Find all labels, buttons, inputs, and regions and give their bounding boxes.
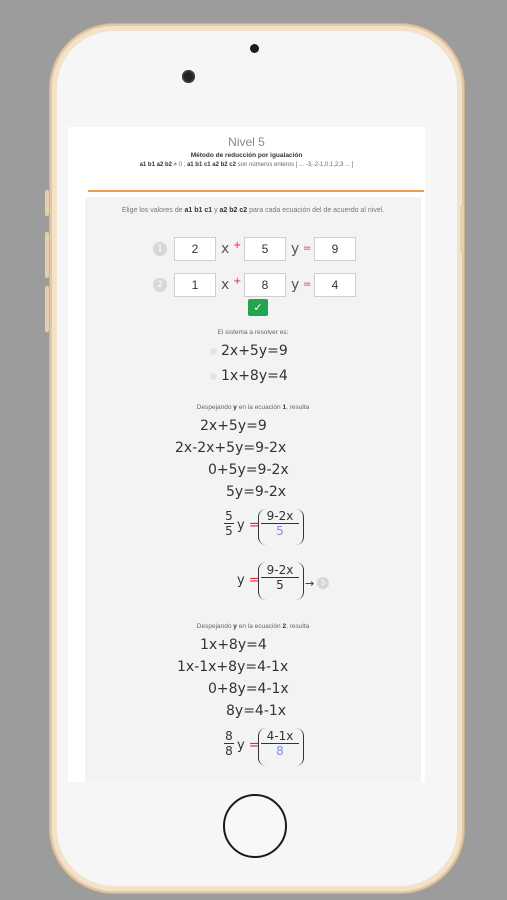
system-eq1-text: 2x+5y=9 xyxy=(221,343,288,359)
step1-coef-num: 5 xyxy=(225,509,233,523)
step1-result-eq: = xyxy=(248,573,260,588)
step1-rhs-frac xyxy=(261,509,299,538)
eq2-plus: + xyxy=(233,276,242,287)
step2-line3: 0+8y=4-1x xyxy=(208,681,289,697)
step2-rhs-frac xyxy=(261,729,299,758)
eq1-plus: + xyxy=(233,240,242,251)
instr-vars1: a1 b1 c1 xyxy=(184,207,213,214)
step1-caption xyxy=(85,404,421,411)
method-title: Método de reducción por igualación xyxy=(190,152,303,159)
params-vars2: a1 b1 c1 a2 b2 c2 xyxy=(186,162,236,168)
eq1-a-input[interactable]: 2 xyxy=(174,237,216,261)
system-eq2 xyxy=(210,367,288,385)
step2-coef-num: 8 xyxy=(225,729,233,743)
step2-frac-eq: = xyxy=(248,738,260,753)
step1-coef-den: 5 xyxy=(225,524,233,538)
eq2-x-label: x xyxy=(221,277,230,293)
step2-cap-suffix: , resulta xyxy=(286,623,310,630)
step1-arrow: → xyxy=(305,577,315,590)
params-ne: ≠ 0 ; xyxy=(173,162,186,168)
step2-coef-den: 8 xyxy=(225,744,233,758)
instr-prefix: Elige los valores de xyxy=(121,207,183,214)
speaker xyxy=(250,44,259,53)
eq1-b-input[interactable]: 5 xyxy=(244,237,286,261)
step1-result-y xyxy=(237,572,260,590)
step2-cap-var: y xyxy=(233,623,237,630)
eq2-y-label: y xyxy=(291,277,300,293)
step2-cap-mid: en la ecuación xyxy=(238,623,281,630)
step1-result-var: y xyxy=(237,573,245,588)
step1-result-label: 3 xyxy=(317,577,329,589)
step2-cap-eqno: 2 xyxy=(282,623,287,630)
step1-cap-suffix: , resulta xyxy=(286,404,310,411)
eq2-equals: = xyxy=(303,279,312,290)
step1-result-den: 5 xyxy=(261,577,299,592)
eq1-y-label: y xyxy=(291,241,300,257)
step2-line2: 1x-1x+8y=4-1x xyxy=(177,659,289,675)
params-vars: a1 b1 a2 b2 xyxy=(139,162,172,168)
level-title: Nivel 5 xyxy=(228,135,265,149)
app-screen xyxy=(68,127,425,782)
step1-result-num: 9-2x xyxy=(266,563,294,577)
eq1-marker-icon xyxy=(210,348,217,355)
header xyxy=(68,127,425,189)
eq2-b-input[interactable]: 8 xyxy=(244,273,286,297)
step2-line4: 8y=4-1x xyxy=(226,703,287,719)
system-eq1 xyxy=(210,342,288,360)
step1-cap-eqno: 1 xyxy=(282,404,287,411)
equation-1-number: 1 xyxy=(153,242,167,256)
mute-switch xyxy=(45,190,49,216)
step2-cap-prefix: Despejando xyxy=(196,623,232,630)
instr-suffix: para cada ecuación del de acuerdo al nivel. xyxy=(249,207,385,214)
step1-result-frac xyxy=(261,563,299,592)
step1-frac-eq: = xyxy=(248,518,260,533)
eq2-c-input[interactable]: 4 xyxy=(314,273,356,297)
step1-line2: 2x-2x+5y=9-2x xyxy=(175,440,287,456)
front-camera xyxy=(182,70,195,83)
step2-caption xyxy=(85,623,421,630)
step1-line3: 0+5y=9-2x xyxy=(208,462,289,478)
header-divider xyxy=(88,190,424,192)
volume-up-button xyxy=(45,232,49,278)
confirm-button[interactable]: ✓ xyxy=(248,299,268,316)
home-button[interactable] xyxy=(223,794,287,858)
step2-rhs-den: 8 xyxy=(261,743,299,758)
step2-y-var: y xyxy=(237,738,245,753)
eq2-a-input[interactable]: 1 xyxy=(174,273,216,297)
step2-frac-y xyxy=(237,737,260,755)
step1-cap-prefix: Despejando xyxy=(196,404,232,411)
step2-rhs-num: 4-1x xyxy=(266,729,294,743)
step1-line1: 2x+5y=9 xyxy=(200,418,267,434)
power-button xyxy=(460,206,464,252)
instr-vars2: a2 b2 c2 xyxy=(219,207,248,214)
eq2-marker-icon xyxy=(210,373,217,380)
step1-coef-frac xyxy=(224,509,234,538)
exercise-panel xyxy=(85,197,421,782)
volume-down-button xyxy=(45,286,49,332)
system-caption: El sistema a resolver es: xyxy=(217,329,289,336)
system-eq2-text: 1x+8y=4 xyxy=(221,368,288,384)
step1-line4: 5y=9-2x xyxy=(226,484,287,500)
step1-y-var: y xyxy=(237,518,245,533)
instruction-text xyxy=(85,207,421,214)
step1-cap-var: y xyxy=(233,404,237,411)
step1-frac-y xyxy=(237,517,260,535)
step1-cap-mid: en la ecuación xyxy=(238,404,281,411)
eq1-equals: = xyxy=(303,243,312,254)
params-tail: son números enteros [ ... -3,-2-1,0,1,2,3 ... ] xyxy=(237,162,354,168)
step1-rhs-num: 9-2x xyxy=(266,509,294,523)
parameter-info xyxy=(68,162,425,168)
instr-mid: y xyxy=(214,207,218,214)
eq1-c-input[interactable]: 9 xyxy=(314,237,356,261)
step1-rhs-den: 5 xyxy=(261,523,299,538)
step2-coef-frac xyxy=(224,729,234,758)
eq1-x-label: x xyxy=(221,241,230,257)
equation-2-number: 2 xyxy=(153,278,167,292)
step2-line1: 1x+8y=4 xyxy=(200,637,267,653)
